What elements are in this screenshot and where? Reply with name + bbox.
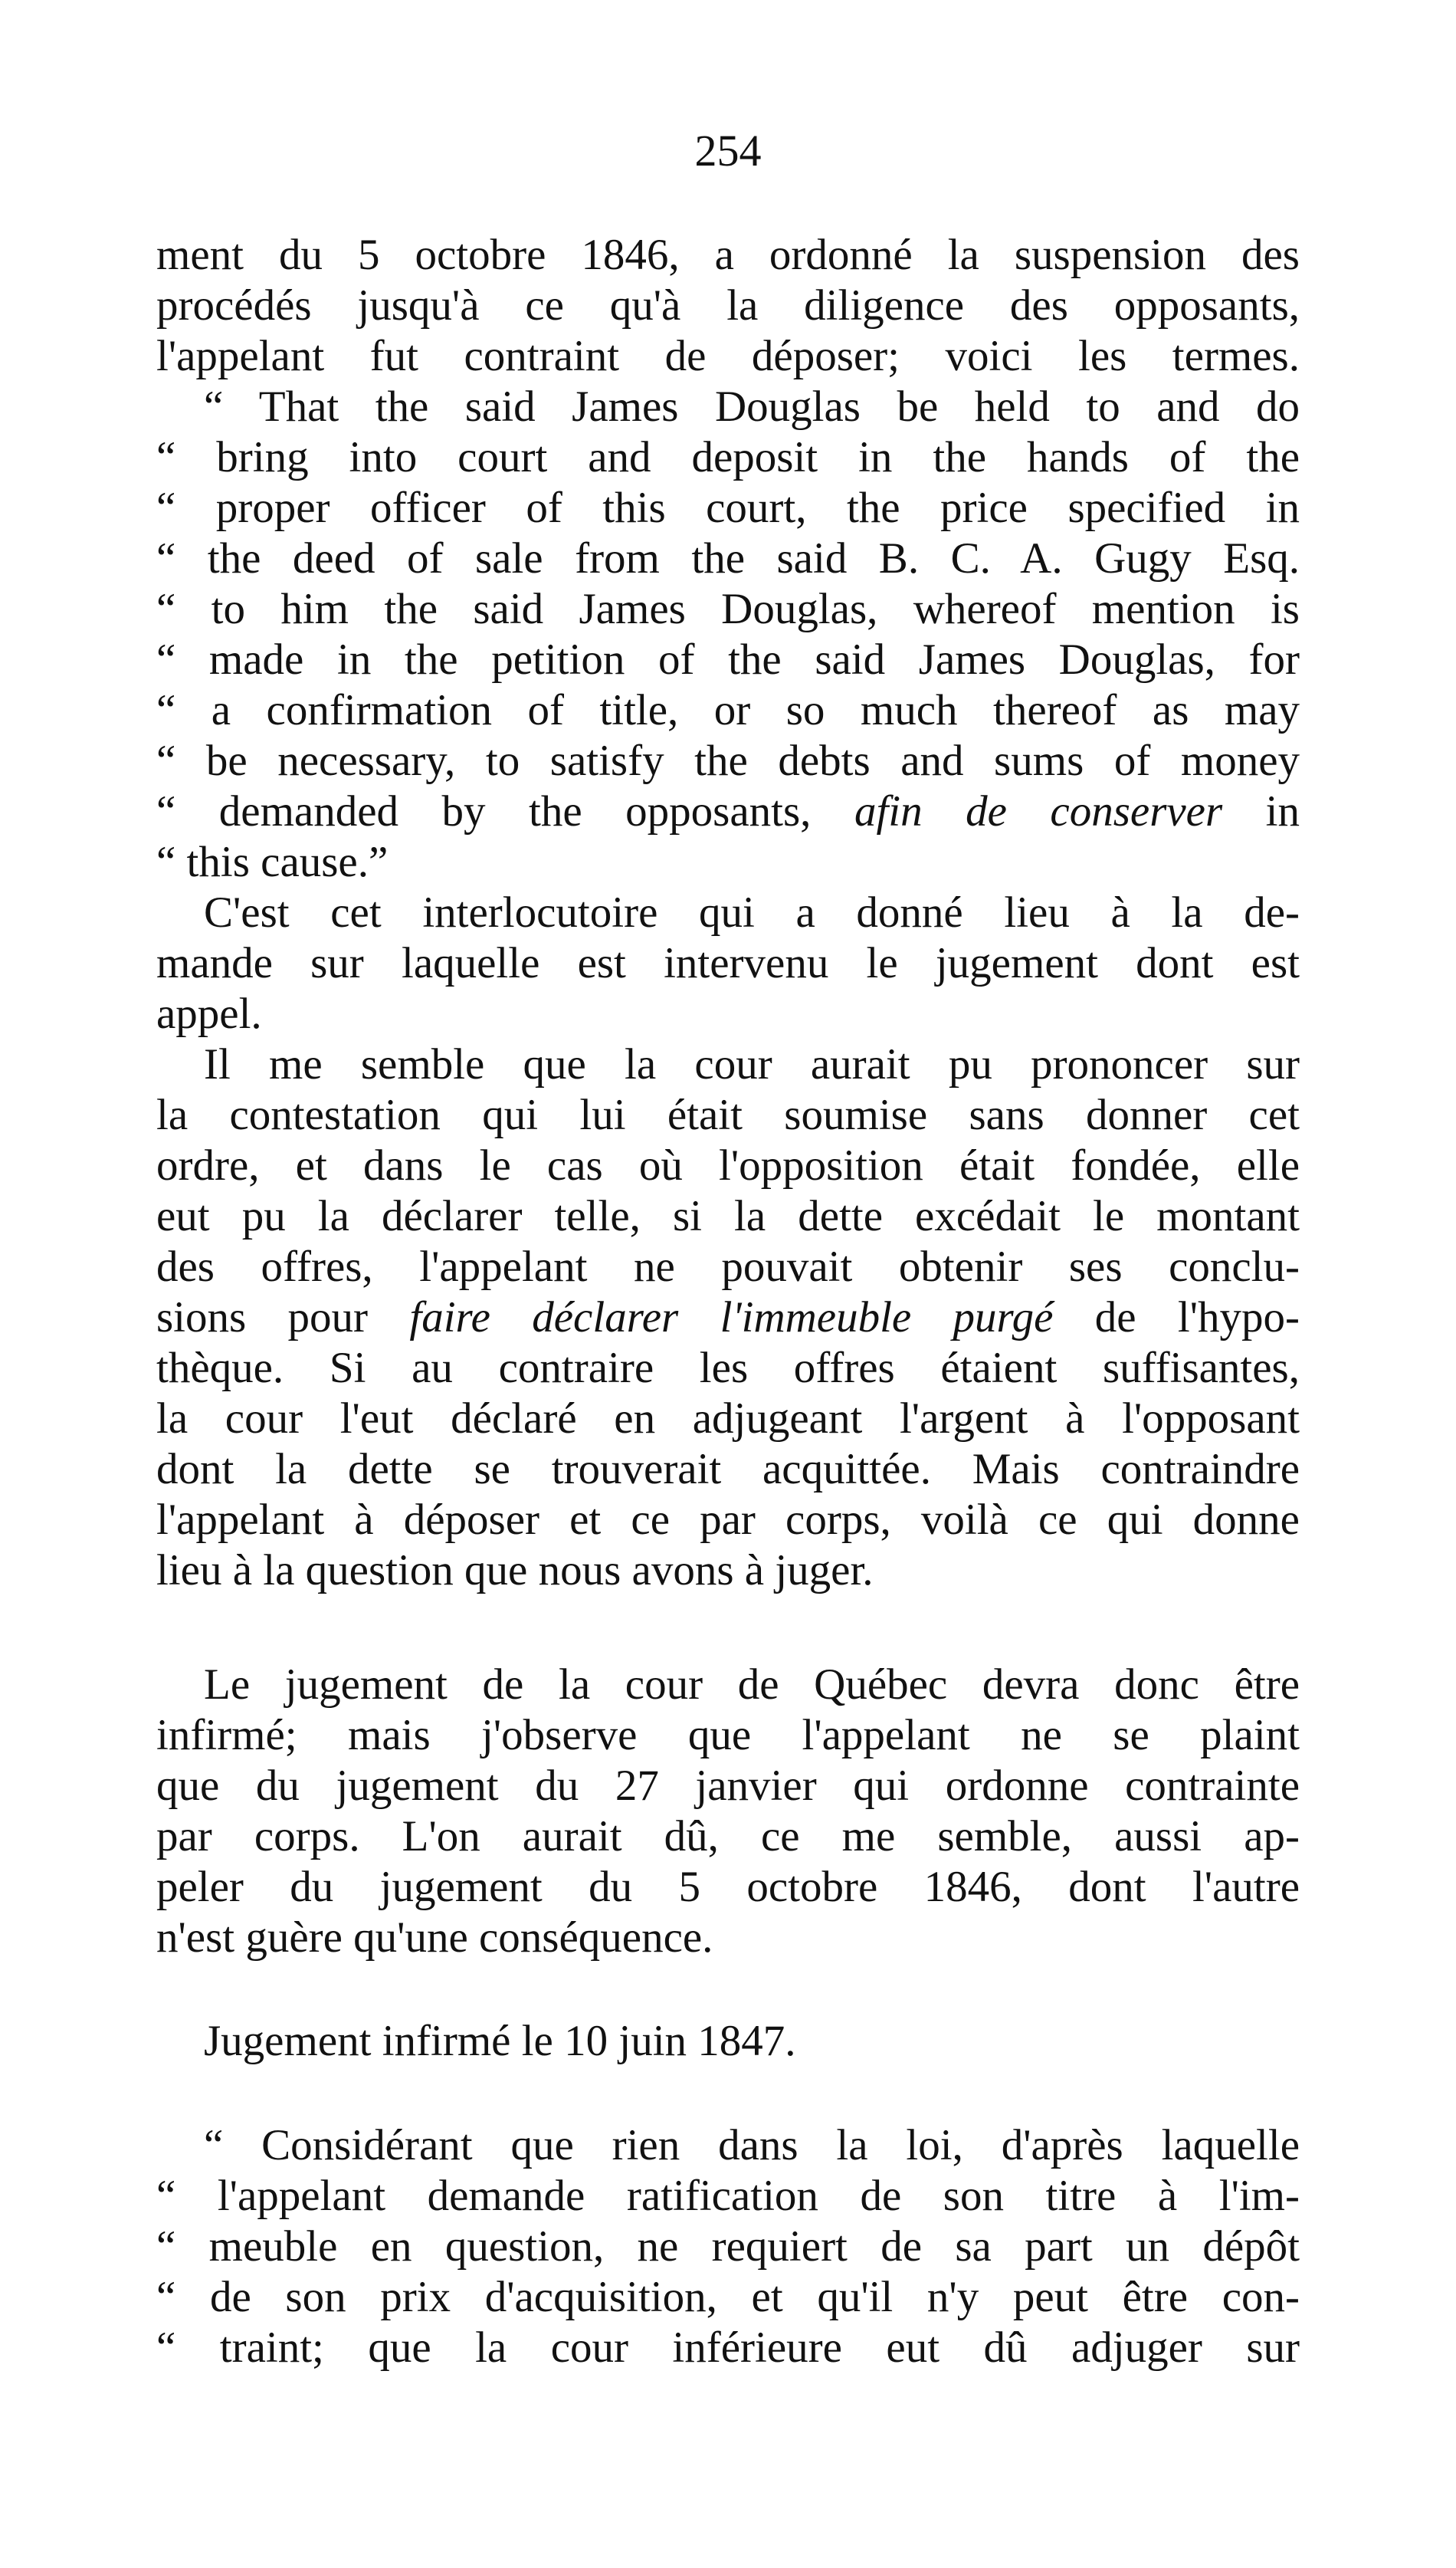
quoted-line: “ to him the said James Douglas, whereof mention is bbox=[156, 585, 1300, 633]
text-line: infirmé; mais j'observe que l'appelant ne se plaint bbox=[156, 1711, 1300, 1759]
text-line: que du jugement du 27 janvier qui ordonne contrainte bbox=[156, 1762, 1300, 1810]
judgment-heading-block bbox=[156, 2016, 1300, 2067]
text-run: “ demanded by the opposants, bbox=[156, 787, 854, 836]
quoted-line: “ bring into court and deposit in the hands of the bbox=[156, 433, 1300, 481]
text-line: Le jugement de la cour de Québec devra donc être bbox=[204, 1660, 1300, 1709]
paragraph-block-1 bbox=[156, 230, 1300, 1596]
text-line: dont la dette se trouverait acquittée. Mais contraindre bbox=[156, 1445, 1300, 1493]
text-run: in bbox=[1222, 787, 1300, 836]
quoted-line: “ traint; que la cour inférieure eut dû adjuger sur bbox=[156, 2323, 1300, 2372]
quoted-line-with-italic bbox=[156, 786, 1300, 837]
text-line: l'appelant fut contraint de déposer; voici les termes. bbox=[156, 332, 1300, 380]
text-line: peler du jugement du 5 octobre 1846, dont l'autre bbox=[156, 1863, 1300, 1911]
text-line: la contestation qui lui était soumise sans donner cet bbox=[156, 1091, 1300, 1139]
quoted-line: “ a confirmation of title, or so much thereof as may bbox=[156, 686, 1300, 734]
quoted-line: “ be necessary, to satisfy the debts and sums of money bbox=[156, 737, 1300, 785]
text-line: eut pu la déclarer telle, si la dette excédait le montant bbox=[156, 1192, 1300, 1240]
text-run: sions pour bbox=[156, 1293, 410, 1341]
quoted-line: “ l'appelant demande ratification de son titre à l'im- bbox=[156, 2172, 1300, 2220]
text-line: lieu à la question que nous avons à juger. bbox=[156, 1546, 874, 1594]
text-run: de l'hypo- bbox=[1053, 1293, 1300, 1341]
text-line: mande sur laquelle est intervenu le jugement dont est bbox=[156, 939, 1300, 987]
text-line: par corps. L'on aurait dû, ce me semble, aussi ap- bbox=[156, 1812, 1300, 1860]
quoted-line: “ Considérant que rien dans la loi, d'après laquelle bbox=[204, 2121, 1300, 2169]
text-line: thèque. Si au contraire les offres étaient suffisantes, bbox=[156, 1344, 1300, 1392]
text-line: procédés jusqu'à ce qu'à la diligence des opposants, bbox=[156, 281, 1300, 330]
quoted-line: “ meuble en question, ne requiert de sa part un dépôt bbox=[156, 2222, 1300, 2271]
page-number: 254 bbox=[694, 126, 762, 176]
text-line: l'appelant à déposer et ce par corps, voilà ce qui donne bbox=[156, 1496, 1300, 1544]
text-line: ordre, et dans le cas où l'opposition était fondée, elle bbox=[156, 1141, 1300, 1190]
text-line: des offres, l'appelant ne pouvait obtenir ses conclu- bbox=[156, 1243, 1300, 1291]
text-line: ment du 5 octobre 1846, a ordonné la suspension des bbox=[156, 231, 1300, 279]
text-line-with-italic bbox=[156, 1292, 1300, 1343]
quoted-line: “ this cause.” bbox=[156, 838, 389, 886]
text-line: Il me semble que la cour aurait pu prononcer sur bbox=[204, 1040, 1300, 1089]
quoted-line: “ de son prix d'acquisition, et qu'il n'y peut être con- bbox=[156, 2273, 1300, 2321]
text-line: appel. bbox=[156, 990, 262, 1038]
quoted-line: “ the deed of sale from the said B. C. A. Gugy Esq. bbox=[156, 534, 1300, 583]
judgment-heading: Jugement infirmé le 10 juin 1847. bbox=[204, 2017, 796, 2065]
text-line: n'est guère qu'une conséquence. bbox=[156, 1913, 713, 1962]
quoted-line: “ proper officer of this court, the price specified in bbox=[156, 484, 1300, 532]
quoted-line: “ made in the petition of the said James Douglas, for bbox=[156, 635, 1300, 684]
text-line: la cour l'eut déclaré en adjugeant l'argent à l'opposant bbox=[156, 1394, 1300, 1443]
text-line: C'est cet interlocutoire qui a donné lieu à la de- bbox=[204, 888, 1300, 937]
paragraph-block-2 bbox=[156, 1660, 1300, 1963]
italic-phrase: faire déclarer l'immeuble purgé bbox=[409, 1293, 1054, 1341]
quoted-line: “ That the said James Douglas be held to and do bbox=[204, 383, 1300, 431]
italic-phrase: afin de conserver bbox=[854, 787, 1223, 836]
paragraph-block-3 bbox=[156, 2120, 1300, 2373]
